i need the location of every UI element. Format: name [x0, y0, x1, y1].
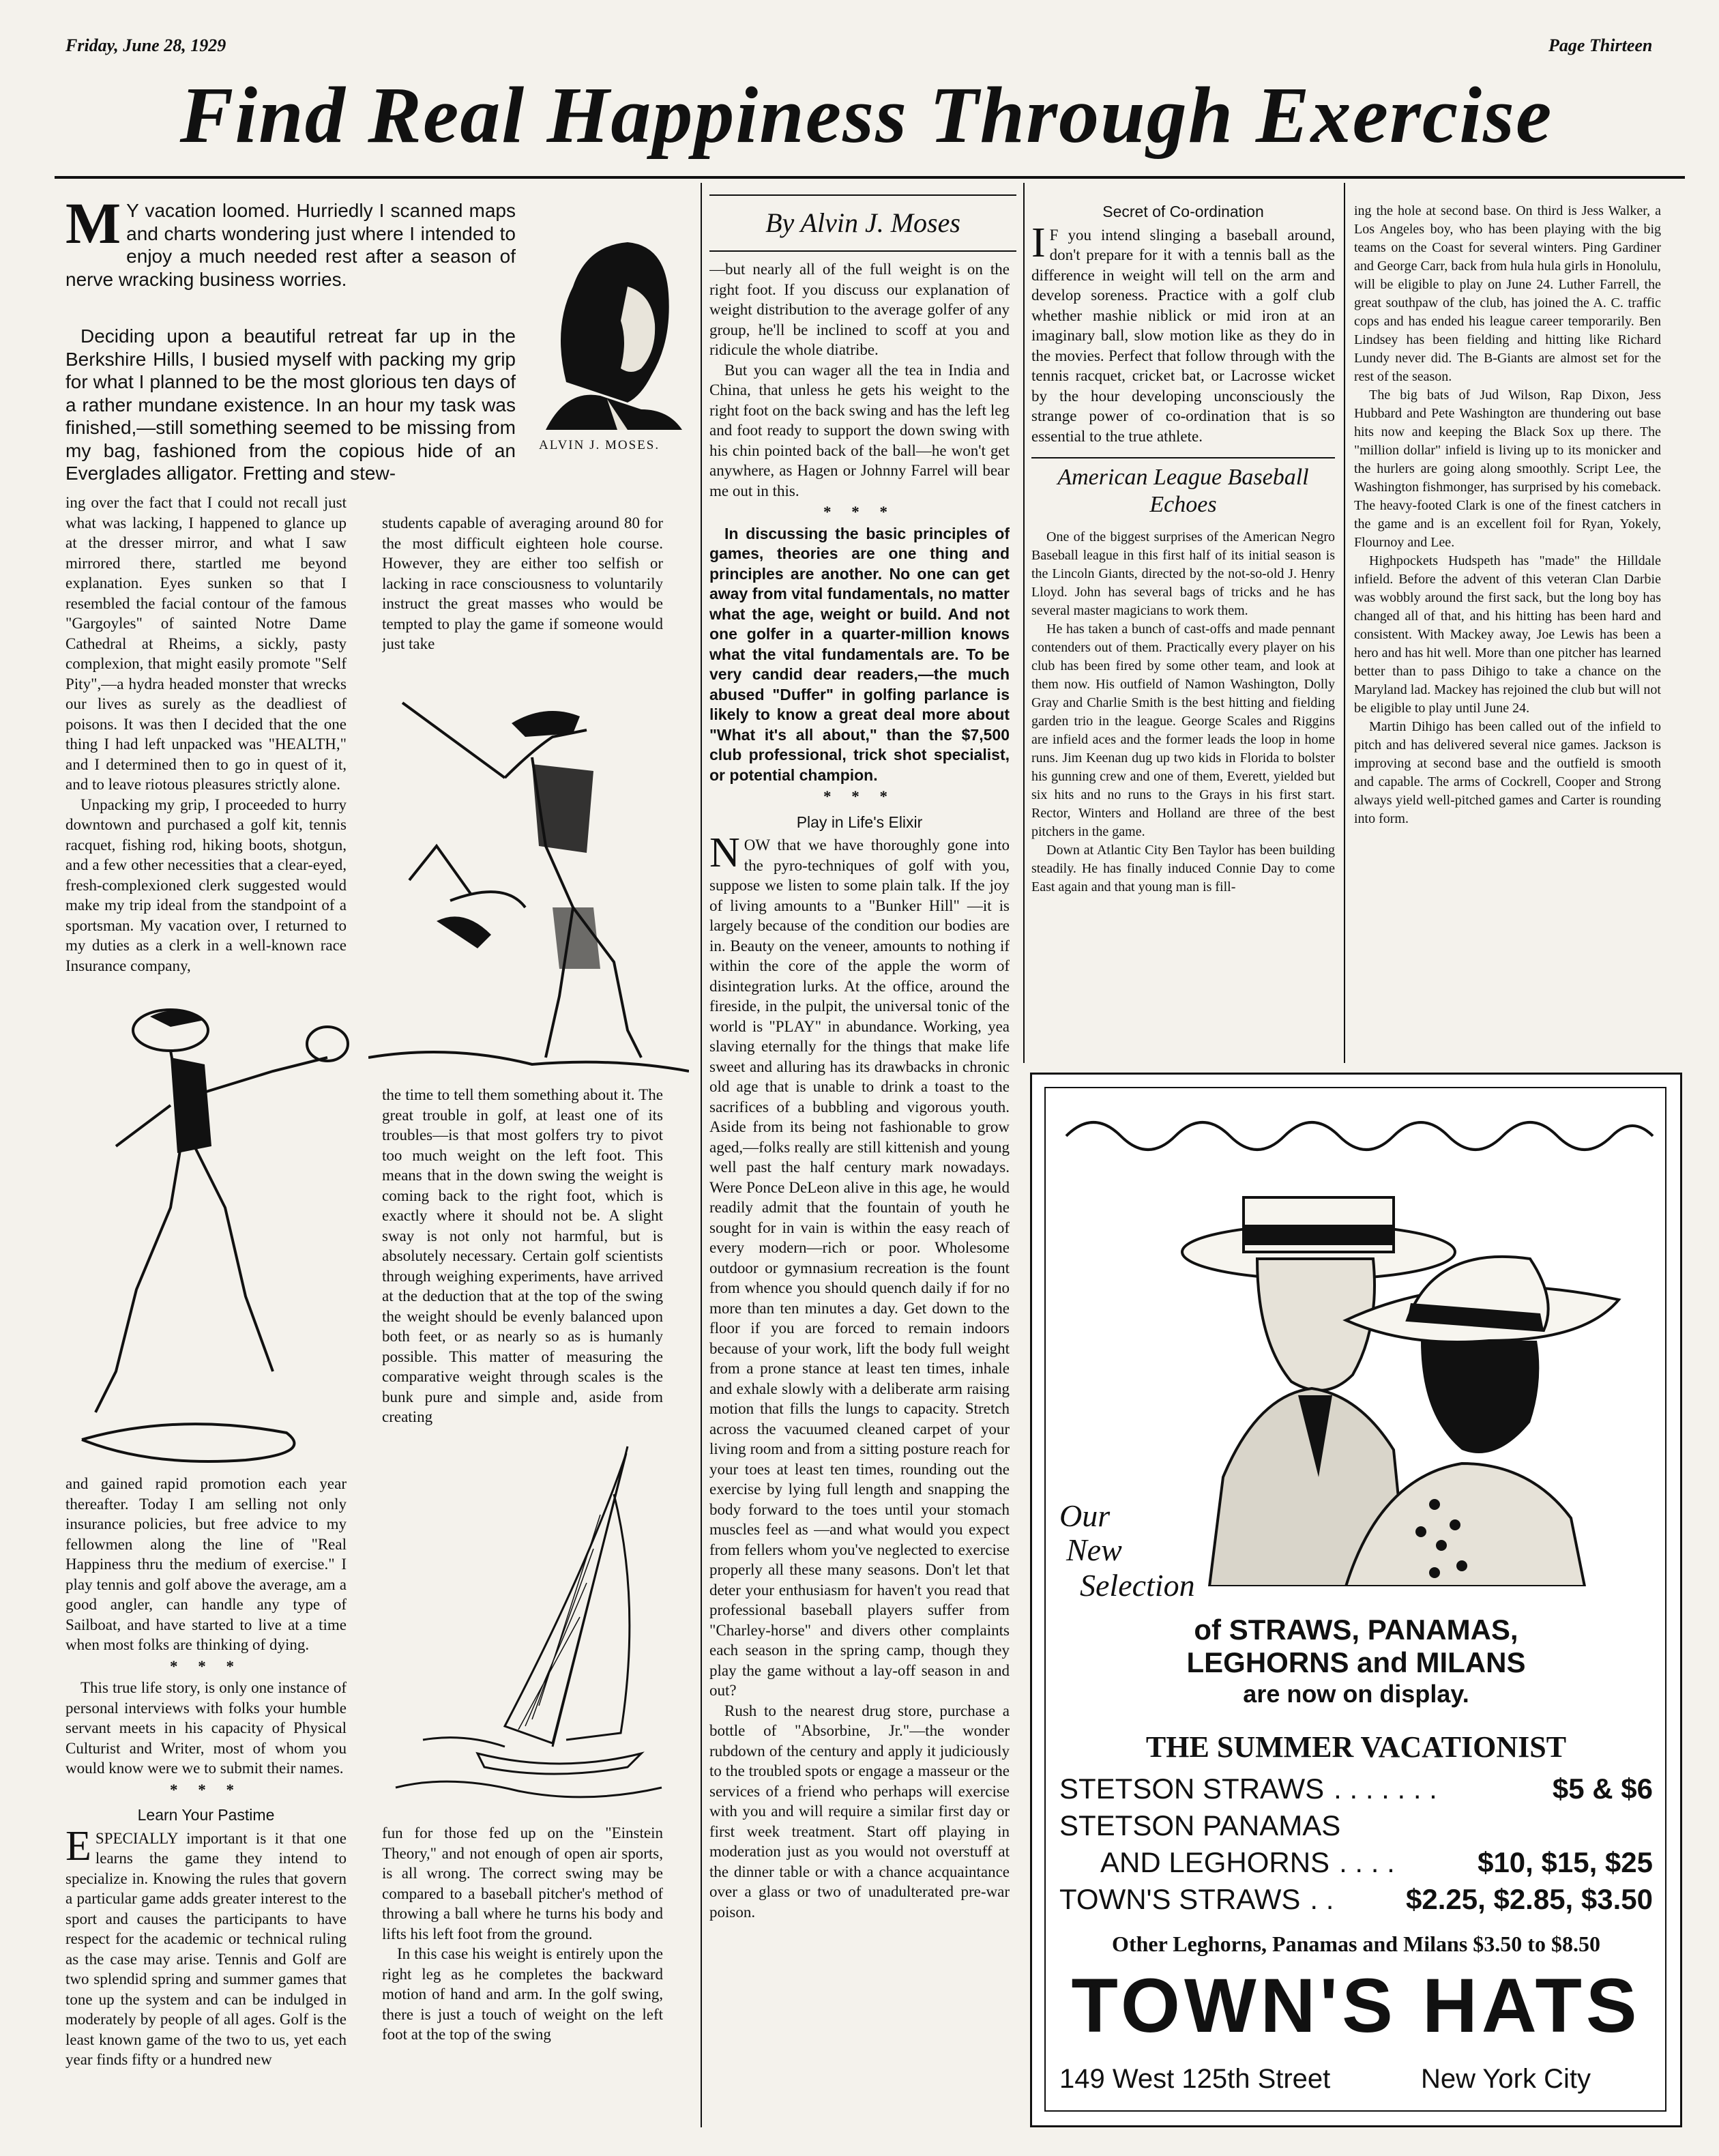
headline-rule: [55, 176, 1685, 179]
paragraph: the time to tell them something about it. The great trouble in golf, at least one of its troubles—is that most golfers try to pivot too much weight on the left foot. This means that in the down swing the weight is coming back to the right foot, which is exactly where it should not be. A slight sway is not only not harmful, but is absolutely necessary. Certain golf scientists through weighing experiments, have arrived at the deduction that at the top of the swing the weight should be evenly balanced upon both feet, or as nearly so as is humanly possible. This matter of measuring the comparative weight through scales is the bunk pure and simple and, aside from creating: [382, 1086, 663, 1425]
subheading: Play in Life's Elixir: [796, 813, 923, 831]
section-break: * * *: [823, 504, 896, 521]
section-break: * * *: [170, 1781, 242, 1798]
item-price: $10, $15, $25: [1478, 1846, 1653, 1878]
column-rule: [1023, 183, 1025, 1063]
item-name: STETSON STRAWS: [1059, 1773, 1325, 1805]
lead-text: Y vacation loomed. Hurriedly I scanned maps and charts wondering just where I intended to enjoy a much needed rest after a season of nerve wracking business worries.: [65, 200, 516, 290]
column-5: [1354, 202, 1661, 1065]
paragraph: ing the hole at second base. On third is Jess Walker, a Los Angeles boy, who has been playing with the big teams on the Coast for several winters. Ping Gardiner and George Carr, back from hula hula girls in Honolulu, will be eligible to play on June 24. Luther Farrell, the great southpaw of the club, has joined the A. C. traffic cops and has ended his league career temporarily. Ben Lindsey has been fielding and hitting like Richard Lundy never did. The B-Giants are almost set for the rest of the season.: [1354, 203, 1661, 384]
price-row: [1059, 1844, 1653, 1881]
column-rule: [701, 183, 702, 2127]
ad-line-2: LEGHORNS and MILANS: [1186, 1646, 1526, 1678]
column-2-middle: [382, 1085, 663, 1426]
bold-paragraph: In discussing the basic principles of games, theories are one thing and principles are another. No one can get away from vital fundamentals, no matter what the age, weight or build. And not one golfer in a quarter-million knows what the vital fundamentals are. To be very candid dear readers,—the much abused "Duffer" in golfing parlance is likely to know a great deal more about "What it's all about," than the $7,500 club professional, trick shot specialist, or potential champion.: [709, 524, 1010, 784]
ad-other-line: Other Leghorns, Panamas and Milans $3.50 to $8.50: [1112, 1932, 1600, 1956]
byline: By Alvin J. Moses: [765, 207, 960, 238]
price-row: [1059, 1771, 1653, 1807]
issue-date: Friday, June 28, 1929: [65, 35, 226, 55]
ad-script-selection: Selection: [1080, 1568, 1195, 1603]
paragraph: Down at Atlantic City Ben Taylor has been building steadily. He has finally induced Connie Day to come East again and that young man is fill-: [1031, 843, 1335, 894]
store-city: New York City: [1421, 2064, 1591, 2094]
store-name: TOWN'S HATS: [1071, 1963, 1641, 2048]
subheading: Secret of Co-ordination: [1102, 203, 1264, 220]
headline: Find Real Happiness Through Exercise: [179, 70, 1553, 160]
paragraph: fun for those fed up on the "Einstein Theory," and not enough of open air sports, is all wrong. The correct swing may be compared to a baseball pitcher's method of throwing a ball where he turns his body and lifts his left foot from the ground.: [382, 1824, 663, 1942]
men-with-hats-illustration: [1053, 1095, 1660, 1586]
section-heading: American League Baseball Echoes: [1057, 465, 1309, 517]
store-address: 149 West 125th Street: [1059, 2064, 1331, 2094]
column-4: [1031, 202, 1335, 1068]
price-row: [1059, 1807, 1653, 1844]
paragraph: and gained rapid promotion each year thereafter. Today I am selling not only insurance policies, but free advice to my fellowmen along the line of "Real Happiness thru the medium of exercise." I play tennis and golf above the average, am a good angler, can handle any type of Sailboat, and have started to live at a time when most folks are thinking of dying.: [65, 1475, 347, 1653]
ad-heading: THE SUMMER VACATIONIST: [1145, 1730, 1567, 1764]
drop-cap: M: [65, 199, 121, 256]
section-break: * * *: [823, 788, 896, 805]
ad-line-1: of STRAWS, PANAMAS,: [1194, 1614, 1518, 1646]
paragraph: OW that we have thoroughly gone into the pyro-techniques of golf with you, suppose we listen to some plain talk. If the joy of living amounts to a "Bunker Hill" —it is largely because of the condition our bodies are in. Beauty on the veneer, amounts to nothing if within the core of the apple the worm of disintegration lurks. At the office, around the fireside, in the pulpit, the universal tonic of the world is "PLAY" in abundance. Working, yea slaving eternally for the things that make life sweet and alluring has its drawbacks in chronic old age that is unable to drink a toast to the sacrifices of a bubbling and vigorous youth. Aside from its being not fashionable to grow aged,—folks really are still kittenish and young well past the half century mark nowadays. Were Ponce DeLeon alive in this age, he would readily admit that the fountain of youth he sought for in vain is within the easy reach of every modern—rich or poor. Wholesome outdoor or gymnasium recreation is the fount from whence you should quench daily if for no more than ten minutes a day. Get down to the floor if you are forced to remain indoors because of your work, lift the body full weight from a prone stance at least ten times, inhale and exhale slowly with a deliberate arm raising motion that fills the lungs to capacity. Stretch across the vacuumed cleaned carpet of your living room and from a sitting posture reach for your toes at least ten times, rounding out the exercise by lying full length and snapping the body forward to the toes until your stomach muscles feel as —and what would you expect from fellers whom you've neglected to exercise properly all these many seasons. Don't let that deter your enthusiasm for haven't you read that professional baseball players suffer from "Charley-horse" and divers other complaints each season in the spring camp, though they play the game without a lay-off season in and out?: [709, 836, 1010, 1699]
item-name: TOWN'S STRAWS: [1059, 1883, 1301, 1915]
ad-line-3: are now on display.: [1243, 1680, 1469, 1708]
paragraph: Rush to the nearest drug store, purchase a bottle of "Absorbine, Jr."—the wonder rubdown of the century and apply it judiciously to the troubled spots or engage a masseur or the services of a friend who perhaps will exercise with you and will require a similar first day or first week treatment. Start off playing in moderation just as you would not overstuff at the dinner table or with a chance acquaintance over a glass or two of unadulterated pre-war poison.: [709, 1702, 1010, 1921]
page-number: Page Thirteen: [1548, 35, 1653, 55]
paragraph: The big bats of Jud Wilson, Rap Dixon, Jess Hubbard and Pete Washington are thundering out base hits now and keeping the Black Sox up there. The "million dollar" infield is living up to its monicker and the hurlers are going along smoothly. Script Lee, the Washington fishmonger, has surprised by his comeback. The heavy-footed Clark is one of the finest catchers in the game and is an excellent foil for Ryan, Yokely, Flournoy and Lee.: [1354, 388, 1661, 550]
byline-box: [709, 194, 1016, 252]
paragraph: F you intend slinging a baseball around, don't prepare for it with a tennis ball as the difference in weight will tell on the arm and develop soreness. Practice with a golf club whether mashie niblick or mid iron at an imaginary ball, slow motion like as they do in the movies. Perfect that follow through with the tennis racquet, cricket bat, or Lacrosse wicket by the hour developing unconsciously the strange power of co-ordination that is so essential to the true athlete.: [1031, 226, 1335, 445]
paragraph: Martin Dihigo has been called out of the infield to pitch and has delivered several nice games. Jackson is improving at second base and the outfield is smooth and capable. The arms of Cockrell, Cooper and Strong always yield well-pitched games and Carter is rounding into form.: [1354, 719, 1661, 826]
column-1-bottom: [65, 1474, 347, 2129]
paragraph: Highpockets Hudspeth has "made" the Hilldale infield. Before the advent of this veteran Clan Darbie was wobbly around the first sack, but the long boy has changed all of that, and his hitting has been hard and consistent. With Mackey away, Joe Lewis has been a hero and has hit well. More than one pitcher has learned better than to pass Dihigo to take a chance on the Maryland lad. Mackey has rejoined the club but will not be eligible to play until June 24.: [1354, 553, 1661, 716]
lead-text-2: Deciding upon a beautiful retreat far up in the Berkshire Hills, I busied myself with packing my grip for what I planned to be the most glorious ten days of a rather mundane existence. In an hour my task was finished,—still something seemed to be missing from my bag, fashioned from the copious hide of an Everglades alligator. Fretting and stew-: [65, 325, 516, 484]
paragraph: ing over the fact that I could not recall just what was lacking, I happened to glance up at the dresser mirror, and what I saw mirrored there, startled me beyond explanation. Eyes sunken so that I resembled the facial contour of the famous "Gargoyles" of sainted Notre Dame Cathedral at Rheims, a sickly, pasty complexion, that might easily promote "Self Pity",—a hydra headed monster that wrecks our lives as surely as the deadliest of poisons. It was then I decided that the one thing I had left unpacked was "HEALTH," and I determined then to go in quest of it, and to leave riotous pleasures strictly alone.: [65, 494, 347, 793]
paragraph: —but nearly all of the full weight is on the right foot. If you discuss our explanation of weight distribution to the average golfer of any group, he'll be inclined to scoff at you and ridicule the whole diatribe.: [709, 261, 1010, 358]
column-3: [709, 259, 1010, 2129]
column-2-top: [382, 513, 663, 670]
drop-cap: N: [709, 830, 740, 876]
item-dots: . . . . . . .: [1334, 1773, 1437, 1805]
portrait-caption: ALVIN J. MOSES.: [539, 438, 660, 452]
column-2-bottom: [382, 1823, 663, 2130]
golfer-illustration: [368, 675, 689, 1078]
item-dots: . . . .: [1339, 1846, 1395, 1878]
paragraph: But you can wager all the tea in India and China, that unless he gets his weight to the right foot on the back swing and has the left leg and foot ready to support the down swing with his chin pointed back of the ball—he won't get anywhere, as Hagen or Johnny Farrel will bear me out in this.: [709, 361, 1010, 499]
paragraph: He has taken a bunch of cast-offs and made pennant contenders out of them. Practically every player on his club has been fired by some other team, and look at them now. His outfield of Namon Washington, Dolly Gray and Charlie Smith is the best hitting and fielding garden trio in the league. George Scales and Riggins are infield aces and the former leads the loop in home runs. Jim Keenan dug up two kids in Florida to bolster his gunning crew and one of them, Everett, yielded but six hits and no runs to the Grays in his first start. Rector, Winters and Holland are three of the best pitchers in the game.: [1031, 622, 1335, 839]
hat-advertisement: [1030, 1073, 1682, 2127]
item-name: AND LEGHORNS: [1100, 1846, 1330, 1878]
ad-script-our: Our: [1059, 1498, 1111, 1533]
item-price: $2.25, $2.85, $3.50: [1406, 1883, 1653, 1915]
item-name: STETSON PANAMAS: [1059, 1809, 1341, 1841]
paragraph: students capable of averaging around 80 for the most difficult eighteen hole course. However, they are either too selfish or lacking in race consciousness to voluntarily instruct the great masses who would be tempted to play the game if someone would just take: [382, 514, 663, 652]
price-row: [1059, 1881, 1653, 1918]
tennis-player-illustration: [68, 989, 355, 1467]
ad-script-new: New: [1066, 1532, 1122, 1567]
subheading: Learn Your Pastime: [137, 1806, 275, 1824]
price-list: [1059, 1771, 1653, 1918]
paragraph: SPECIALLY important is it that one learns the game they intend to specialize in. Knowing the rules that govern a particular game adds greater interest to the sport and causes the participants to have respect for the academic or technical ruling as the case may arise. Tennis and Golf are two splendid spring and summer games that tone up the system and can be indulged in moderately by people of all ages. Golf is the least known game of the two to us, yet each year finds fifty or a hundred new: [65, 1829, 347, 2068]
author-portrait: [525, 205, 689, 430]
drop-cap: E: [65, 1822, 91, 1869]
paragraph: Unpacking my grip, I proceeded to hurry downtown and purchased a golf kit, tennis racquet, fishing rod, hiking boots, shotgun, and a few other necessities that a clear-eyed, fresh-complexioned clerk suggested would make my trip ideal from the standpoint of a sportsman. My vacation over, I returned to my duties as a clerk in a well-known race Insurance company,: [65, 796, 347, 974]
section-break: * * *: [170, 1657, 242, 1675]
item-dots: . .: [1310, 1883, 1334, 1915]
drop-cap: I: [1031, 219, 1046, 266]
paragraph: This true life story, is only one instance of personal interviews with folks your humble servant meets in his capacity of Physical Culturist and Writer, most of whom you would know were we to submit their names.: [65, 1679, 347, 1777]
paragraph: One of the biggest surprises of the American Negro Baseball league in this first half of its initial season is the Lincoln Giants, directed by the not-so-old J. Henry Lloyd. John has several bags of tricks and he has several master magicians to work them.: [1031, 529, 1335, 618]
item-price: $5 & $6: [1552, 1773, 1653, 1805]
sailboat-illustration: [382, 1433, 668, 1815]
column-rule: [1344, 183, 1345, 1063]
paragraph: In this case his weight is entirely upon the right leg as he completes the backward motion of hand and arm. In the golf swing, there is just a touch of weight on the left foot at the top of the swing: [382, 1945, 663, 2043]
